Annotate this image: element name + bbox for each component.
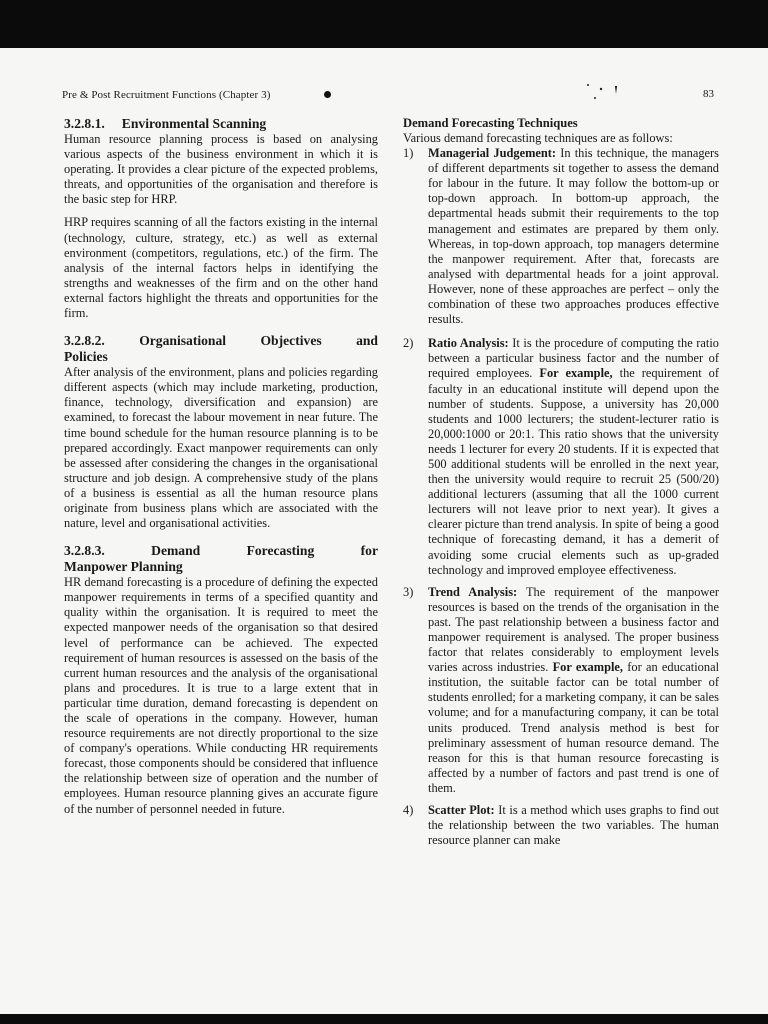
section-number: 3.2.8.3. — [64, 543, 105, 559]
term: Ratio Analysis: — [428, 336, 509, 351]
heading-word: Objectives — [260, 333, 322, 349]
heading-word: for — [360, 543, 378, 559]
example-label: For example, — [552, 660, 624, 675]
heading-word: and — [356, 333, 378, 349]
item-text: It is a method which uses graphs to find out the relationship between the two variables. The human resource planner can make — [428, 803, 720, 848]
paragraph: HR demand forecasting is a procedure of defining the expected manpower requirements in terms of a specified quantity and quality within the organisation. It is required to meet the expected manpower needs of the organisation so that desired level of performance can be achieved. The expected requirement of human resources is assessed on the basis of the current human resources and the analysis of the organisational plans and procedures. It is true to a large extent that in particular time duration, demand forecasting is dependent on the scale of operations in the company. However, human resource requirements are not directly proportional to the size of company's operations. While conducting HR requirements forecast, those components should be considered that influence the relationship between size of operation and the number of employees. Human resource planning gives an accurate figure of the number of personnel needed in future. — [64, 575, 378, 816]
term: Managerial Judgement: — [428, 146, 557, 161]
list-item — [403, 146, 719, 327]
left-column — [64, 116, 378, 817]
paragraph: HRP requires scanning of all the factors existing in the internal (technology, culture, strategy, etc.) as well as external environment (competitors, regulations, etc.) of the firm. The analysis of the internal factors helps in identifying the strengths and weaknesses of the firm and on the other hand external factors highlight the threats and opportunities for the firm. — [64, 215, 378, 321]
bottom-scan-border — [0, 1014, 768, 1024]
item-text: the requirement of faculty in an educational institute will depend upon the number of students. Suppose, a university has 20,000 students and 1000 lecturers; the student-lecturer ratio is 20,000:1000 or 20:1. This ratio shows that the university needs 1 lecturer for every 20 students. If it is expected that 500 additional students will be enrolled in the next year, then the university would require to recruit 25 (500/20) additional lecturers (assuming that all the 1000 current lecturers will not leave prior to next year). It gives a clearer picture than trend analysis. In spite of being a good technique of forecasting demand, it has a demerit of avoiding some crucial elements such as up-graded technology and improved employee effectiveness. — [428, 366, 719, 577]
techniques-heading: Demand Forecasting Techniques — [403, 116, 578, 130]
section-number: 3.2.8.1. — [64, 116, 105, 131]
heading-word: Organisational — [139, 333, 227, 349]
list-item — [403, 336, 719, 578]
list-number: 4) — [403, 803, 414, 818]
list-item — [403, 803, 719, 848]
list-number: 3) — [403, 584, 414, 599]
techniques-list — [403, 146, 719, 848]
techniques-intro: Various demand forecasting techniques are as follows: — [403, 131, 673, 145]
page-number: 83 — [703, 88, 714, 100]
heading-word: Forecasting — [246, 543, 315, 559]
example-label: For example, — [539, 366, 613, 381]
header-bullet-icon — [324, 91, 331, 98]
right-column — [403, 116, 719, 848]
term: Scatter Plot: — [428, 803, 495, 818]
section-heading-organisational-objectives — [64, 333, 378, 365]
list-number: 2) — [403, 336, 414, 351]
heading-word: Demand — [151, 543, 201, 559]
paragraph: Human resource planning process is based on analysing various aspects of the business environment in which it is operating. It provides a clear picture of the expected problems, threats, and opportunities of the organisation and therefore is the basic step for HRP. — [64, 132, 378, 207]
list-item — [403, 585, 719, 796]
heading-line-2: Manpower Planning — [64, 559, 183, 575]
top-scan-border — [0, 0, 768, 48]
section-number: 3.2.8.2. — [64, 333, 105, 349]
list-number: 1) — [403, 146, 414, 161]
item-text: It is the procedure of computing the ratio between a particular business factor and the number of required employees. — [428, 336, 719, 381]
heading-line-2: Policies — [64, 349, 108, 365]
item-text: In this technique, the managers of different departments sit together to assess the demand for labour in the future. It may follow the bottom-up or top-down approach. In bottom-up approach, the departmental heads submit their requirements to the top management and estimates are prepared by them only. Whereas, in top-down approach, top managers determine the manpower requirement. After that, forecasts are analysed with departmental heads for a joint approval. However, none of these approaches are perfect – only the combination of these two approaches produces effective results. — [428, 146, 719, 327]
scan-specks-icon — [585, 82, 625, 104]
section-title: Environmental Scanning — [121, 116, 267, 131]
item-text: The requirement of the manpower resources is based on the trends of the organisation in the past. The past relationship between a business factor and manpower requirement is analysed. The proper business factor that relates considerably to employment levels varies across industries. — [428, 584, 719, 675]
item-text: for an educational institution, the suitable factor can be total number of students enrolled; for a marketing company, it can be sales volume; and for a manufacturing company, it can be total units produced. Trend analysis method is best for preliminary assessment of human resource demand. The reason for this is that human resource forecasting is affected by a number of factors and past trend is one of them. — [428, 660, 720, 795]
paragraph: After analysis of the environment, plans and policies regarding different aspects (which may include marketing, production, finance, technology, diversification and expansion) are examined, to forecast the labour movement in near future. The time bound schedule for the human resource planning is to be prepared accordingly. Exact manpower requirements can only be assessed after considering the changes in the organisational structure and job design. A comprehensive study of the plans of a business is essential as all the human resource plans originate from business plans which are associated with the nature, level and organisational activities. — [64, 365, 378, 531]
term: Trend Analysis: — [428, 584, 518, 599]
section-heading-environmental-scanning — [64, 116, 378, 132]
running-header-title: Pre & Post Recruitment Functions (Chapter 3) — [62, 89, 271, 101]
section-heading-demand-forecasting — [64, 543, 378, 575]
